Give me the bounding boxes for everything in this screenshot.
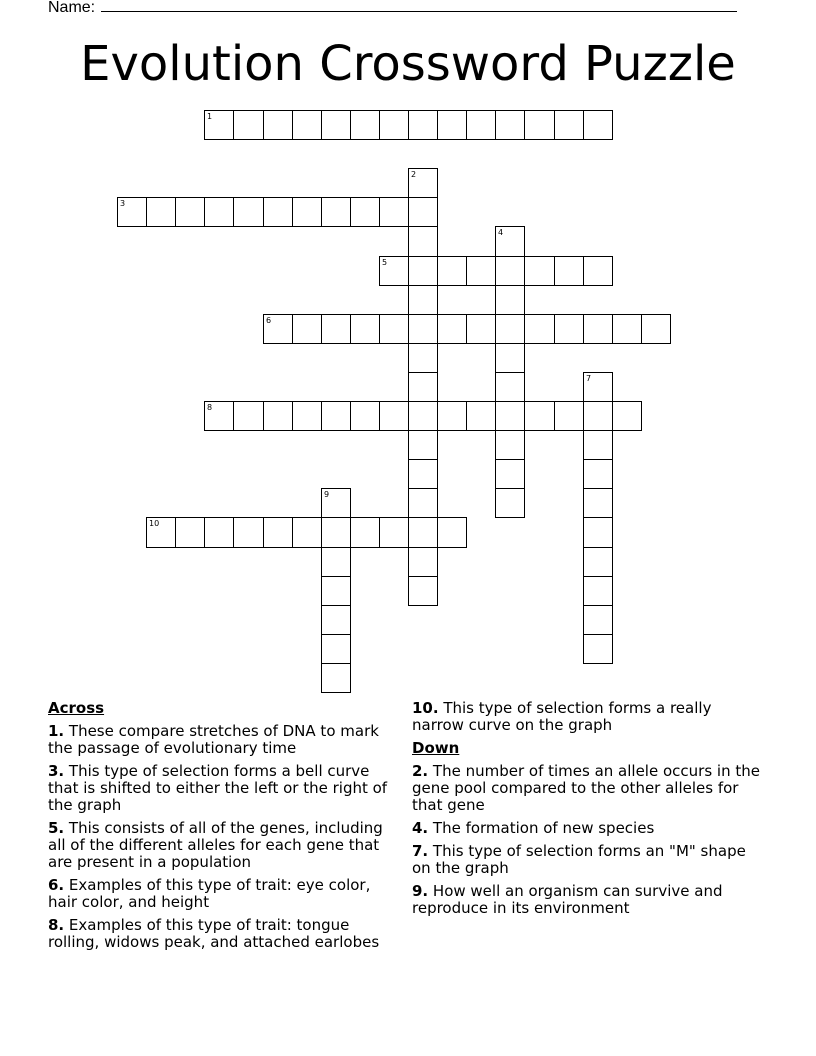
- grid-cell[interactable]: [175, 197, 205, 227]
- grid-cell[interactable]: [233, 197, 264, 227]
- clues-left-column: [48, 700, 400, 957]
- grid-cell[interactable]: [583, 401, 613, 431]
- clue-text: The formation of new species: [428, 819, 655, 837]
- grid-cell[interactable]: [292, 197, 322, 227]
- grid-cell[interactable]: [233, 517, 264, 548]
- clue-item: [48, 763, 400, 814]
- grid-cell[interactable]: [263, 197, 293, 227]
- grid-cell[interactable]: [146, 517, 176, 548]
- grid-cell[interactable]: [321, 547, 351, 577]
- clue-item: [412, 883, 764, 917]
- clue-text: This consists of all of the genes, including all of the different alleles for each gene that are present in a population: [48, 819, 383, 871]
- across-clue-list: [48, 723, 400, 951]
- clue-text: This type of selection forms a really narrow curve on the graph: [412, 699, 712, 734]
- clue-number: 5.: [48, 819, 65, 837]
- grid-cell[interactable]: [233, 110, 264, 140]
- clue-number: 4: [498, 228, 504, 237]
- clue-number: 9: [324, 490, 330, 499]
- grid-cell[interactable]: [495, 401, 525, 431]
- grid-cell[interactable]: [554, 401, 584, 431]
- grid-cell[interactable]: [524, 110, 555, 140]
- grid-cell[interactable]: [321, 634, 351, 664]
- grid-cell[interactable]: [408, 401, 438, 431]
- clue-item: [48, 877, 400, 911]
- grid-cell[interactable]: [379, 197, 409, 227]
- clue-number: 2: [411, 170, 417, 179]
- grid-cell[interactable]: [408, 488, 438, 518]
- clue-item: [412, 820, 764, 837]
- clue-number: 7.: [412, 842, 429, 860]
- clue-text: Examples of this type of trait: eye color, hair color, and height: [48, 876, 371, 911]
- grid-cell[interactable]: [379, 314, 409, 344]
- grid-cell[interactable]: [437, 314, 467, 344]
- grid-cell[interactable]: [466, 314, 496, 344]
- grid-cell[interactable]: [408, 576, 438, 606]
- grid-cell[interactable]: [524, 256, 555, 286]
- grid-cell[interactable]: [583, 256, 613, 286]
- grid-cell[interactable]: [408, 226, 438, 257]
- grid-cell[interactable]: [583, 488, 613, 518]
- grid-cell[interactable]: [204, 197, 234, 227]
- grid-cell[interactable]: [292, 314, 322, 344]
- clues-right-column: [412, 700, 764, 923]
- down-clue-list: [412, 763, 764, 917]
- clue-number: 6: [266, 316, 272, 325]
- grid-cell[interactable]: [583, 430, 613, 460]
- grid-cell[interactable]: [408, 547, 438, 577]
- grid-cell[interactable]: [408, 110, 438, 140]
- grid-cell[interactable]: [321, 197, 351, 227]
- grid-cell[interactable]: [263, 314, 293, 344]
- clue-item: [412, 843, 764, 877]
- clue-number: 3: [120, 199, 126, 208]
- grid-cell[interactable]: [583, 372, 613, 402]
- clue-item: [48, 917, 400, 951]
- clue-number: 7: [586, 374, 592, 383]
- grid-cell[interactable]: [495, 314, 525, 344]
- clue-number: 10: [149, 519, 160, 528]
- grid-cell[interactable]: [408, 372, 438, 402]
- grid-cell[interactable]: [350, 401, 380, 431]
- grid-cell[interactable]: [554, 314, 584, 344]
- grid-cell[interactable]: [524, 314, 555, 344]
- grid-cell[interactable]: [321, 110, 351, 140]
- grid-cell[interactable]: [292, 110, 322, 140]
- grid-cell[interactable]: [379, 110, 409, 140]
- grid-cell[interactable]: [408, 343, 438, 373]
- grid-cell[interactable]: [583, 547, 613, 577]
- grid-cell[interactable]: [350, 517, 380, 548]
- clue-text: These compare stretches of DNA to mark the passage of evolutionary time: [48, 722, 379, 757]
- grid-cell[interactable]: [321, 576, 351, 606]
- clue-text: The number of times an allele occurs in the gene pool compared to the other alleles for that gene: [412, 762, 760, 814]
- grid-cell[interactable]: [495, 430, 525, 460]
- clue-number: 3.: [48, 762, 65, 780]
- clue-number: 8.: [48, 916, 65, 934]
- clue-text: This type of selection forms a bell curve that is shifted to either the left or the right of the graph: [48, 762, 388, 814]
- clue-item: [48, 723, 400, 757]
- grid-cell[interactable]: [408, 517, 438, 548]
- grid-cell[interactable]: [204, 401, 234, 431]
- grid-cell[interactable]: [408, 314, 438, 344]
- grid-cell[interactable]: [408, 285, 438, 315]
- grid-cell[interactable]: [408, 256, 438, 286]
- grid-cell[interactable]: [583, 517, 613, 548]
- clue-number: 1: [207, 112, 213, 121]
- grid-cell[interactable]: [204, 110, 234, 140]
- grid-cell[interactable]: [583, 110, 613, 140]
- grid-cell[interactable]: [583, 576, 613, 606]
- grid-cell[interactable]: [495, 110, 525, 140]
- grid-cell[interactable]: [612, 314, 642, 344]
- grid-cell[interactable]: [408, 459, 438, 489]
- across-clue-list-continued: [412, 700, 764, 734]
- grid-cell[interactable]: [292, 401, 322, 431]
- grid-cell[interactable]: [495, 372, 525, 402]
- grid-cell[interactable]: [437, 401, 467, 431]
- grid-cell[interactable]: [408, 168, 438, 198]
- grid-cell[interactable]: [437, 110, 467, 140]
- grid-cell[interactable]: [350, 197, 380, 227]
- page-title: Evolution Crossword Puzzle: [80, 36, 736, 92]
- grid-cell[interactable]: [495, 343, 525, 373]
- clue-number: 4.: [412, 819, 429, 837]
- grid-cell[interactable]: [175, 517, 205, 548]
- grid-cell[interactable]: [495, 488, 525, 518]
- grid-cell[interactable]: [554, 110, 584, 140]
- clue-item: [412, 763, 764, 814]
- name-label: Name:: [48, 0, 96, 16]
- clue-number: 10.: [412, 699, 439, 717]
- clue-number: 5: [382, 258, 388, 267]
- grid-cell[interactable]: [612, 401, 642, 431]
- grid-cell[interactable]: [117, 197, 147, 227]
- clue-number: 8: [207, 403, 213, 412]
- grid-cell[interactable]: [495, 459, 525, 489]
- grid-cell[interactable]: [466, 401, 496, 431]
- grid-cell[interactable]: [583, 634, 613, 664]
- clue-number: 1.: [48, 722, 65, 740]
- clue-number: 2.: [412, 762, 429, 780]
- grid-cell[interactable]: [350, 314, 380, 344]
- grid-cell[interactable]: [379, 517, 409, 548]
- clue-text: Examples of this type of trait: tongue rolling, widows peak, and attached earlobes: [48, 916, 380, 951]
- grid-cell[interactable]: [350, 110, 380, 140]
- grid-cell[interactable]: [146, 197, 176, 227]
- grid-cell[interactable]: [437, 256, 467, 286]
- grid-cell[interactable]: [321, 401, 351, 431]
- grid-cell[interactable]: [321, 605, 351, 635]
- grid-cell[interactable]: [495, 285, 525, 315]
- down-heading: Down: [412, 739, 460, 757]
- grid-cell[interactable]: [583, 459, 613, 489]
- grid-cell[interactable]: [641, 314, 671, 344]
- grid-cell[interactable]: [437, 517, 467, 548]
- grid-cell[interactable]: [495, 256, 525, 286]
- grid-cell[interactable]: [321, 314, 351, 344]
- clue-text: How well an organism can survive and reproduce in its environment: [412, 882, 723, 917]
- grid-cell[interactable]: [583, 314, 613, 344]
- clue-item: [412, 700, 764, 734]
- grid-cell[interactable]: [263, 401, 293, 431]
- grid-cell[interactable]: [379, 256, 409, 286]
- clue-number: 6.: [48, 876, 65, 894]
- grid-cell[interactable]: [321, 488, 351, 518]
- grid-cell[interactable]: [408, 197, 438, 227]
- grid-cell[interactable]: [408, 430, 438, 460]
- clue-text: This type of selection forms an "M" shape on the graph: [412, 842, 746, 877]
- grid-cell[interactable]: [583, 605, 613, 635]
- grid-cell[interactable]: [466, 256, 496, 286]
- clue-number: 9.: [412, 882, 429, 900]
- grid-cell[interactable]: [204, 517, 234, 548]
- grid-cell[interactable]: [321, 517, 351, 548]
- grid-cell[interactable]: [263, 110, 293, 140]
- grid-cell[interactable]: [524, 401, 555, 431]
- grid-cell[interactable]: [321, 663, 351, 693]
- grid-cell[interactable]: [233, 401, 264, 431]
- grid-cell[interactable]: [554, 256, 584, 286]
- across-heading: Across: [48, 699, 105, 717]
- grid-cell[interactable]: [495, 226, 525, 257]
- grid-cell[interactable]: [466, 110, 496, 140]
- grid-cell[interactable]: [292, 517, 322, 548]
- grid-cell[interactable]: [379, 401, 409, 431]
- clue-item: [48, 820, 400, 871]
- grid-cell[interactable]: [263, 517, 293, 548]
